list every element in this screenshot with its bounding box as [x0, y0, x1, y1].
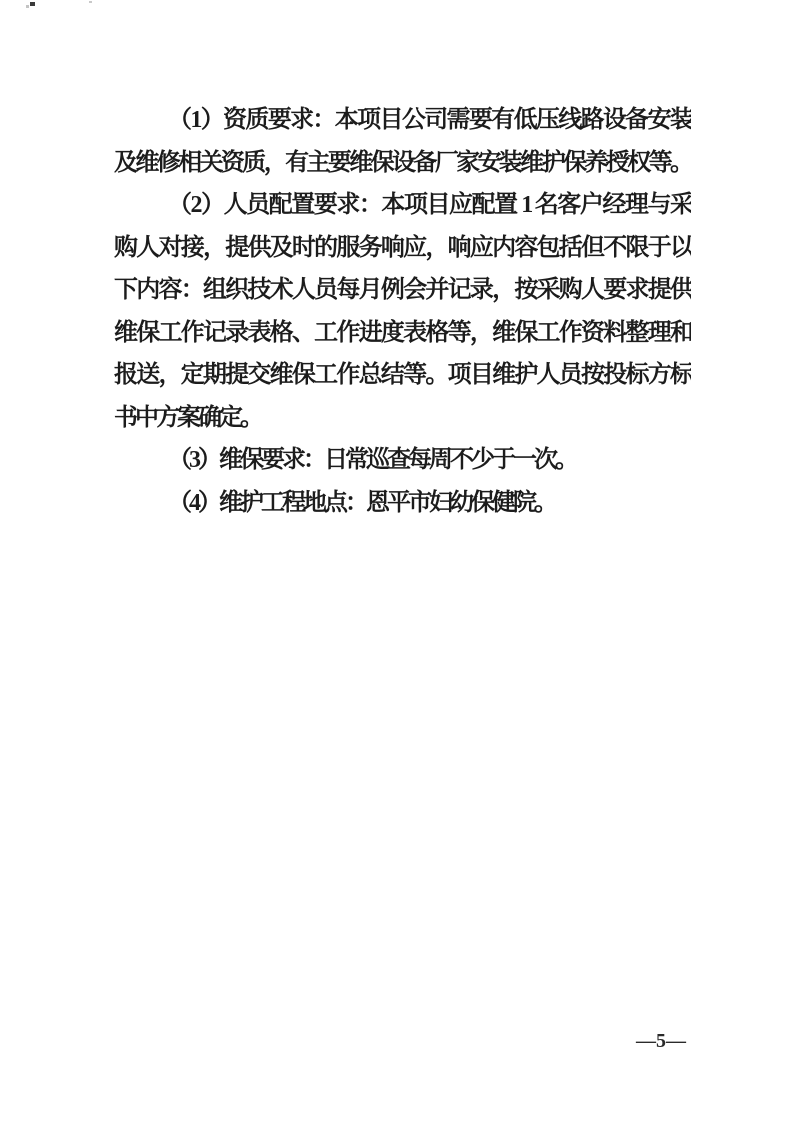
document-line: 报送，定期提交维保工作总结等。项目维护人员按投标方标 — [114, 362, 691, 388]
document-line: 购人对接，提供及时的服务响应，响应内容包括但不限于以 — [114, 234, 691, 261]
scan-artifact — [30, 2, 35, 6]
document-line: （2）人员配置要求：本项目应配置 1 名客户经理与采 — [168, 192, 691, 218]
document-line: 维保工作记录表格、工作进度表格等，维保工作资料整理和 — [114, 319, 691, 346]
document-line: （3）维保要求：日常巡查每周不少于一次。 — [168, 447, 576, 473]
page-number: —5— — [636, 1030, 686, 1052]
document-line: （1）资质要求：本项目公司需要有低压线路设备安装 — [168, 107, 691, 133]
scan-artifact — [89, 1, 92, 3]
text-block — [114, 99, 691, 524]
document-line: （4）维护工程地点：恩平市妇幼保健院。 — [168, 489, 555, 516]
document-line: 下内容：组织技术人员每月例会并记录，按采购人要求提供 — [114, 277, 691, 303]
document-line: 书中方案确定。 — [114, 404, 261, 431]
scan-artifact — [26, 5, 29, 8]
document-line: 及维修相关资质，有主要维保设备厂家安装维护保养授权等。 — [114, 149, 691, 176]
